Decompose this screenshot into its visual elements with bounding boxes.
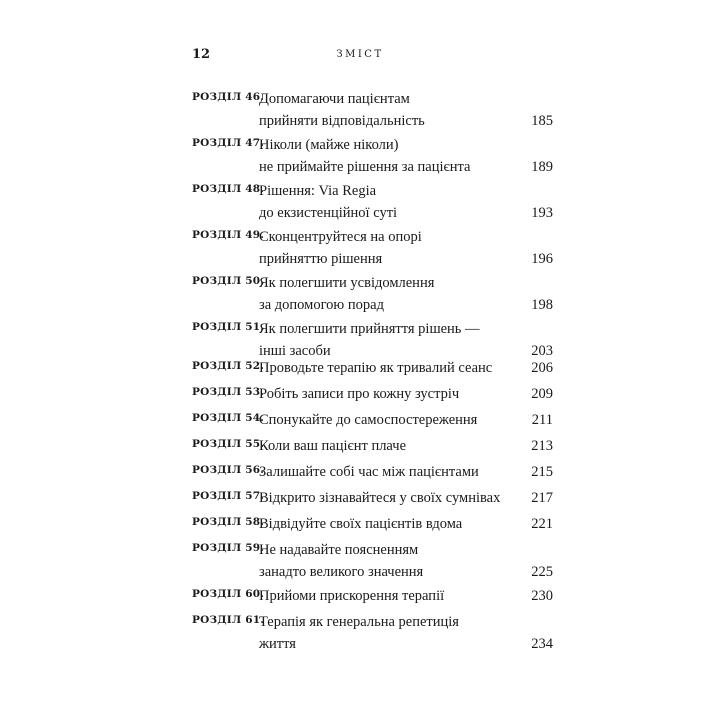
- running-title: ЗМІСТ: [336, 49, 384, 60]
- chapter-title-line: Терапія як генеральна репетиція: [259, 614, 459, 630]
- chapter-title: [259, 272, 434, 316]
- page-reference: 234: [531, 636, 553, 652]
- chapter-label: РОЗДІЛ 55.: [192, 438, 265, 450]
- chapter-label: РОЗДІЛ 49.: [192, 229, 265, 241]
- chapter-title-line: за допомогою порад: [259, 297, 384, 313]
- page-reference: 185: [531, 113, 553, 129]
- page-reference: 221: [531, 516, 553, 532]
- page-reference: 196: [531, 251, 553, 267]
- chapter-title-line: Прийоми прискорення терапії: [259, 588, 445, 604]
- chapter-label: РОЗДІЛ 48.: [192, 183, 265, 195]
- chapter-title-line: занадто великого значення: [259, 564, 424, 580]
- chapter-label: РОЗДІЛ 50.: [192, 275, 265, 287]
- chapter-title-line: не приймайте рішення за пацієнта: [259, 159, 471, 175]
- chapter-label: РОЗДІЛ 53.: [192, 386, 265, 398]
- chapter-title-line: Допомагаючи пацієнтам: [259, 91, 410, 107]
- chapter-title: [259, 318, 480, 362]
- chapter-label: РОЗДІЛ 61.: [192, 614, 265, 626]
- chapter-title: [259, 461, 479, 483]
- chapter-title-line: Не надавайте поясненням: [259, 542, 419, 558]
- chapter-title: [259, 513, 462, 535]
- chapter-title-line: Залишайте собі час між пацієнтами: [259, 464, 479, 480]
- chapter-title: [259, 134, 470, 178]
- chapter-title-line: Ніколи (майже ніколи): [259, 137, 399, 153]
- chapter-label: РОЗДІЛ 59.: [192, 542, 265, 554]
- chapter-label: РОЗДІЛ 47.: [192, 137, 265, 149]
- page-reference: 209: [531, 386, 553, 402]
- chapter-title-line: Відвідуйте своїх пацієнтів вдома: [259, 516, 463, 532]
- page-number: 12: [192, 47, 211, 62]
- chapter-label: РОЗДІЛ 46.: [192, 91, 265, 103]
- chapter-label: РОЗДІЛ 56.: [192, 464, 265, 476]
- page-reference: 198: [531, 297, 553, 313]
- page-reference: 215: [531, 464, 553, 480]
- chapter-title-line: Рішення: Via Regia: [259, 183, 377, 199]
- chapter-title-line: до екзистенційної суті: [259, 205, 398, 221]
- chapter-title: [259, 487, 500, 509]
- page-reference: 193: [531, 205, 553, 221]
- chapter-title: [259, 357, 492, 379]
- chapter-title-line: життя: [259, 636, 296, 652]
- chapter-title: [259, 539, 423, 583]
- page-reference: 217: [531, 490, 553, 506]
- page-reference: 206: [531, 360, 553, 376]
- chapter-title: [259, 585, 444, 607]
- chapter-title: [259, 226, 422, 270]
- chapter-label: РОЗДІЛ 51.: [192, 321, 265, 333]
- chapter-label: РОЗДІЛ 52.: [192, 360, 265, 372]
- chapter-title-line: Відкрито зізнавайтеся у своїх сумнівах: [259, 490, 501, 506]
- chapter-title-line: Як полегшити прийняття рішень —: [259, 321, 480, 337]
- chapter-title: [259, 88, 425, 132]
- page-reference: 211: [531, 412, 553, 428]
- page-reference: 213: [531, 438, 553, 454]
- chapter-label: РОЗДІЛ 60.: [192, 588, 265, 600]
- chapter-title-line: прийняти відповідальність: [259, 113, 425, 129]
- page-reference: 203: [531, 343, 553, 359]
- chapter-title-line: Сконцентруйтеся на опорі: [259, 229, 422, 245]
- chapter-title-line: прийняттю рішення: [259, 251, 383, 267]
- page-reference: 189: [531, 159, 553, 175]
- chapter-title-line: Робіть записи про кожну зустріч: [259, 386, 460, 402]
- chapter-title: [259, 409, 477, 431]
- page-reference: 225: [531, 564, 553, 580]
- chapter-label: РОЗДІЛ 54.: [192, 412, 265, 424]
- chapter-title: [259, 383, 459, 405]
- chapter-title-line: інші засоби: [259, 343, 331, 359]
- chapter-label: РОЗДІЛ 57.: [192, 490, 265, 502]
- chapter-title: [259, 611, 459, 655]
- chapter-title-line: Спонукайте до самоспостереження: [259, 412, 478, 428]
- page-reference: 230: [531, 588, 553, 604]
- chapter-title: [259, 435, 406, 457]
- chapter-title: [259, 180, 397, 224]
- chapter-title-line: Коли ваш пацієнт плаче: [259, 438, 407, 454]
- chapter-title-line: Як полегшити усвідомлення: [259, 275, 435, 291]
- chapter-title-line: Проводьте терапію як тривалий сеанс: [259, 360, 493, 376]
- chapter-label: РОЗДІЛ 58.: [192, 516, 265, 528]
